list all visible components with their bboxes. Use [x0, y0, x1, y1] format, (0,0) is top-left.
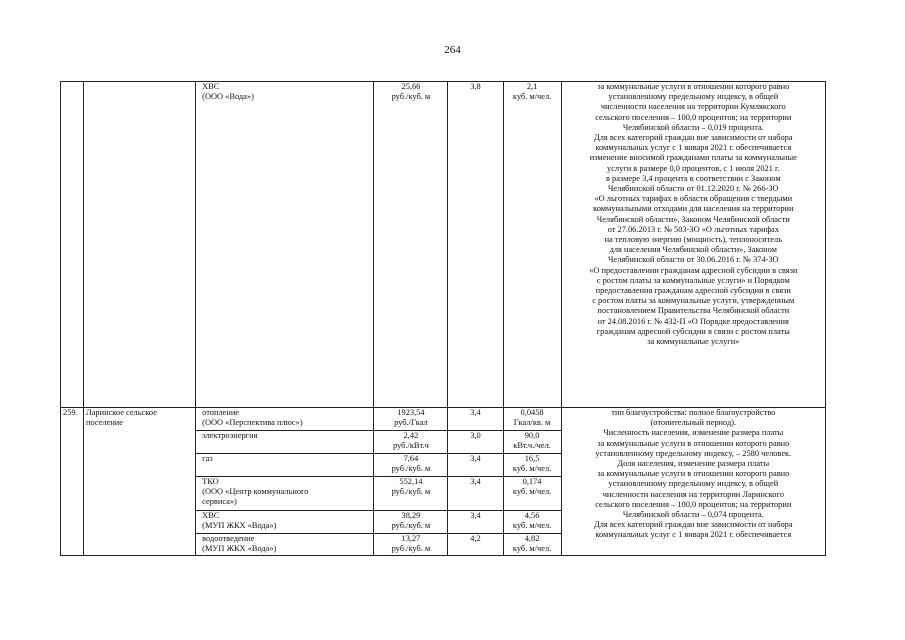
- service-price: 2,42 руб./кВт.ч: [374, 431, 448, 454]
- service-price: 25,66 руб./куб. м: [374, 82, 448, 408]
- service-index: 4,2: [448, 534, 503, 556]
- table-row: [61, 408, 826, 431]
- service-name: ХВС (МУП ЖКХ «Вода»): [196, 511, 374, 534]
- service-price: 1923,54 руб./Гкал: [374, 408, 448, 431]
- service-index: 3,4: [448, 511, 503, 534]
- service-norm: 0,174 куб. м/чел.: [503, 477, 561, 511]
- service-norm: 4,56 куб. м/чел.: [503, 511, 561, 534]
- service-price: 7,64 руб./куб. м: [374, 454, 448, 477]
- row-number: [61, 82, 84, 408]
- service-name: водоотведение (МУП ЖКХ «Вода»): [196, 534, 374, 556]
- service-index: 3,4: [448, 454, 503, 477]
- row-number: 259.: [61, 408, 84, 556]
- settlement-name: [84, 82, 196, 408]
- service-norm: 4,82 куб. м/чел.: [503, 534, 561, 556]
- service-name: отопление (ООО «Перспектива плюс»): [196, 408, 374, 431]
- service-price: 38,29 руб./куб. м: [374, 511, 448, 534]
- service-norm: 90,0 кВт.ч./чел.: [503, 431, 561, 454]
- service-price: 552,14 руб./куб. м: [374, 477, 448, 511]
- service-index: 3,0: [448, 431, 503, 454]
- service-name: ТКО (ООО «Центр коммунального сервиса»): [196, 477, 374, 511]
- note-text: за коммунальные услуги в отношении которого равно установленному предельному индексу, в общей численности населения на территории Кумлякского сельского поселения – 100,0 процентов; на территории Челябинской области – 0,019 процента. Для всех категорий граждан вне зависимости от набора коммунальных услуг с 1 января 2021 г. обеспечивается изменение вносимой гражданами платы за коммунальные услуги в размере 0,0 процентов, с 1 июля 2021 г. в размере 3,4 процента в соответствии с Законом Челябинской области от 01.12.2020 г. № 266-ЗО «О льготных тарифах в области обращения с твердыми коммунальными отходами для населения на территории Челябинской области», Законом Челябинской области от 27.06.2013 г. № 503-ЗО «О льготных тарифах на тепловую энергию (мощность), теплоноситель для населения Челябинской области», Законом Челябинской области от 30.06.2016 г. № 374-ЗО «О предоставлении гражданам адресной субсидии в связи с ростом платы за коммунальные услуги» и Порядком предоставления гражданам адресной субсидии в связи с ростом платы за коммунальные услуги, утвержденным постановлением Правительства Челябинской области от 24.08.2016 г. № 432-П «О Порядке предоставления гражданам адресной субсидии в связи с ростом платы за коммунальные услуги»: [561, 82, 825, 408]
- service-name: газ: [196, 454, 374, 477]
- service-norm: 0,0458 Гкал/кв. м: [503, 408, 561, 431]
- tariff-table: [60, 81, 826, 556]
- service-price: 13,27 руб./куб. м: [374, 534, 448, 556]
- service-index: 3,4: [448, 408, 503, 431]
- service-norm: 16,5 куб. м/чел.: [503, 454, 561, 477]
- service-index: 3,8: [448, 82, 503, 408]
- page-number: 264: [444, 44, 461, 56]
- service-name: электроэнергия: [196, 431, 374, 454]
- service-index: 3,4: [448, 477, 503, 511]
- table-row: [61, 82, 826, 408]
- note-text: тип благоустройства: полное благоустройство (отопительный период). Численность населения, изменение размера платы за коммунальные услуги в отношении которого равно установленному предельному индексу, – 2580 человек. Доля населения, изменение размера платы за коммунальные услуги в отношении которого равно установленному предельному индексу, в общей численности населения на территории Ларинского сельского поселения – 100,0 процентов; на территории Челябинской области – 0,074 процента. Для всех категорий граждан вне зависимости от набора коммунальных услуг с 1 января 2021 г. обеспечивается: [561, 408, 825, 556]
- service-name: ХВС (ООО «Вода»): [196, 82, 374, 408]
- service-norm: 2,1 куб. м/чел.: [503, 82, 561, 408]
- settlement-name: Ларинское сельское поселение: [84, 408, 196, 556]
